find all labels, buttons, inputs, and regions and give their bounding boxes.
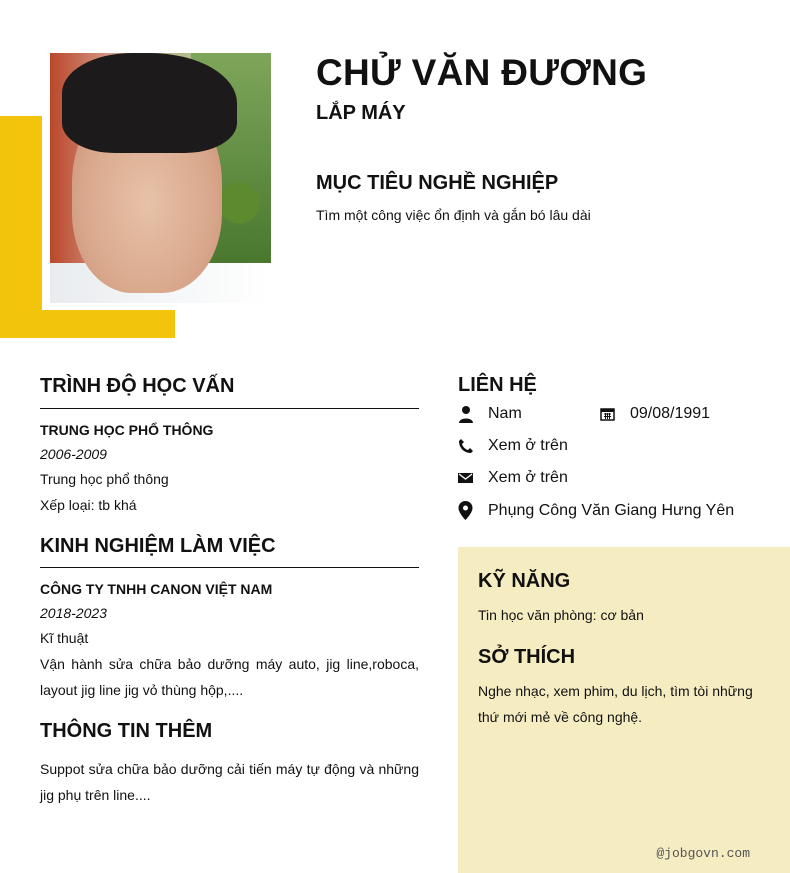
hobbies-text: Nghe nhạc, xem phim, du lịch, tìm tòi những thứ mới mẻ về công nghệ.: [478, 683, 753, 725]
email-value: Xem ở trên: [488, 469, 568, 486]
skills-heading: KỸ NĂNG: [478, 570, 571, 592]
contact-phone: [458, 437, 568, 455]
contact-gender: [458, 405, 710, 423]
candidate-name: CHỬ VĂN ĐƯƠNG: [316, 52, 648, 93]
contact-heading: LIÊN HỆ: [458, 374, 537, 396]
experience-company: CÔNG TY TNHH CANON VIỆT NAM: [40, 581, 273, 597]
skills-text: Tin học văn phòng: cơ bản: [478, 607, 644, 623]
contact-address: [458, 501, 734, 520]
profile-photo: [50, 53, 271, 303]
phone-value: Xem ở trên: [488, 437, 568, 454]
education-major: Trung học phổ thông: [40, 471, 169, 487]
education-grade: Xếp loại: tb khá: [40, 497, 137, 513]
skills-hobbies-panel: [458, 547, 790, 873]
objective-text: Tìm một công việc ổn định và gắn bó lâu dài: [316, 207, 591, 223]
experience-position: Kĩ thuật: [40, 630, 89, 646]
contact-email: [458, 469, 568, 487]
additional-text: Suppot sửa chữa bảo dưỡng cải tiến máy tự động và những jig phụ trên line....: [40, 761, 419, 803]
education-school: TRUNG HỌC PHỔ THÔNG: [40, 422, 214, 438]
gender-value: Nam: [488, 405, 522, 422]
address-value: Phụng Công Văn Giang Hưng Yên: [488, 501, 735, 519]
education-period: 2006-2009: [40, 446, 107, 462]
envelope-icon: [458, 472, 488, 484]
experience-heading: KINH NGHIỆM LÀM VIỆC: [40, 535, 419, 568]
calendar-icon: [600, 407, 630, 421]
accent-bar-horizontal: [0, 310, 175, 338]
birthday-value: 09/08/1991: [630, 405, 711, 422]
watermark: @jobgovn.com: [656, 846, 750, 861]
person-icon: [458, 405, 488, 423]
experience-period: 2018-2023: [40, 605, 107, 621]
job-title: LẮP MÁY: [316, 102, 406, 124]
hobbies-heading: SỞ THÍCH: [478, 646, 576, 668]
education-heading: TRÌNH ĐỘ HỌC VẤN: [40, 375, 419, 409]
additional-heading: THÔNG TIN THÊM: [40, 720, 213, 742]
phone-icon: [458, 438, 488, 454]
location-pin-icon: [458, 501, 488, 520]
experience-description: Vận hành sửa chữa bảo dưỡng máy auto, jig line,roboca, layout jig line jig vỏ thùng hộp,....: [40, 656, 419, 698]
accent-bar-vertical: [0, 116, 42, 338]
objective-heading: MỤC TIÊU NGHỀ NGHIỆP: [316, 172, 559, 194]
